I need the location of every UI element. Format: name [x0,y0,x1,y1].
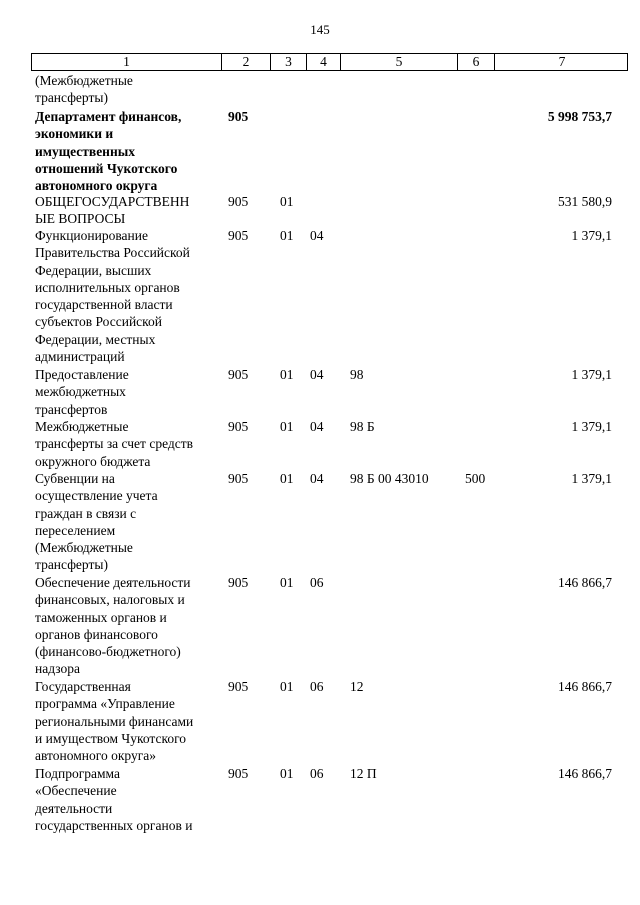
row-col-2: 905 [228,575,249,590]
row-col-3: 01 [280,471,294,486]
row-name: (Межбюджетные трансферты) [35,73,133,106]
row-col-4: 04 [310,471,324,486]
row-col-7: 5 998 753,7 [547,109,612,124]
row-col-4: 06 [310,679,324,694]
row-name: Подпрограмма «Обеспечение деятельности государственных органов и [35,766,193,833]
header-col-3: 3 [271,54,307,70]
row-col-3: 01 [280,766,294,781]
page-number: 145 [310,22,330,37]
row-col-3: 01 [280,367,294,382]
row-col-2: 905 [228,679,249,694]
header-col-5: 5 [341,54,458,70]
row-name: Государственная программа «Управление региональными финансами и имуществом Чукотского автономного округа» [35,679,194,764]
row-name: Межбюджетные трансферты за счет средств окружного бюджета [35,419,194,469]
row-col-2: 905 [228,766,249,781]
row-col-7: 1 379,1 [571,471,612,486]
row-name: Департамент финансов, экономики и имущественных отношений Чукотского автономного округа [35,109,182,194]
row-col-3: 01 [280,575,294,590]
row-col-4: 06 [310,575,324,590]
row-col-2: 905 [228,471,249,486]
row-col-5: 98 Б 00 43010 [350,471,429,486]
row-col-7: 1 379,1 [571,228,612,243]
row-col-4: 06 [310,766,324,781]
row-col-2: 905 [228,194,249,209]
header-col-7: 7 [558,54,566,69]
row-col-7: 1 379,1 [571,367,612,382]
row-col-6: 500 [465,471,486,486]
row-col-7: 531 580,9 [558,194,612,209]
row-col-5: 98 [350,367,364,382]
row-col-7: 1 379,1 [571,419,612,434]
row-col-4: 04 [310,367,324,382]
header-col-4: 4 [307,54,341,70]
row-col-4: 04 [310,419,324,434]
row-col-5: 98 Б [350,419,375,434]
header-col-1: 1 [32,54,222,70]
row-col-7: 146 866,7 [558,766,612,781]
header-col-6: 6 [458,54,495,70]
row-col-3: 01 [280,679,294,694]
row-col-5: 12 [350,679,364,694]
row-col-2: 905 [228,367,249,382]
row-col-7: 146 866,7 [558,575,612,590]
row-name: Субвенции на осуществление учета граждан в связи с переселением (Межбюджетные трансферты) [35,471,158,573]
row-col-2: 905 [228,109,249,124]
row-col-5: 12 П [350,766,377,781]
row-name: Предоставление межбюджетных трансфертов [35,367,129,417]
row-col-2: 905 [228,419,249,434]
row-name: ОБЩЕГОСУДАРСТВЕНН ЫЕ ВОПРОСЫ [35,194,190,227]
row-col-4: 04 [310,228,324,243]
row-col-3: 01 [280,194,294,209]
row-name: Функционирование Правительства Российской Федерации, высших исполнительных органов государственной власти субъектов Российской Федерации, местных администраций [35,228,190,365]
row-col-2: 905 [228,228,249,243]
row-name: Обеспечение деятельности финансовых, налоговых и таможенных органов и органов финансового (финансово-бюджетного) надзора [35,575,191,677]
row-col-3: 01 [280,228,294,243]
table-header [31,53,628,71]
row-col-3: 01 [280,419,294,434]
row-col-7: 146 866,7 [558,679,612,694]
header-col-2: 2 [222,54,271,70]
